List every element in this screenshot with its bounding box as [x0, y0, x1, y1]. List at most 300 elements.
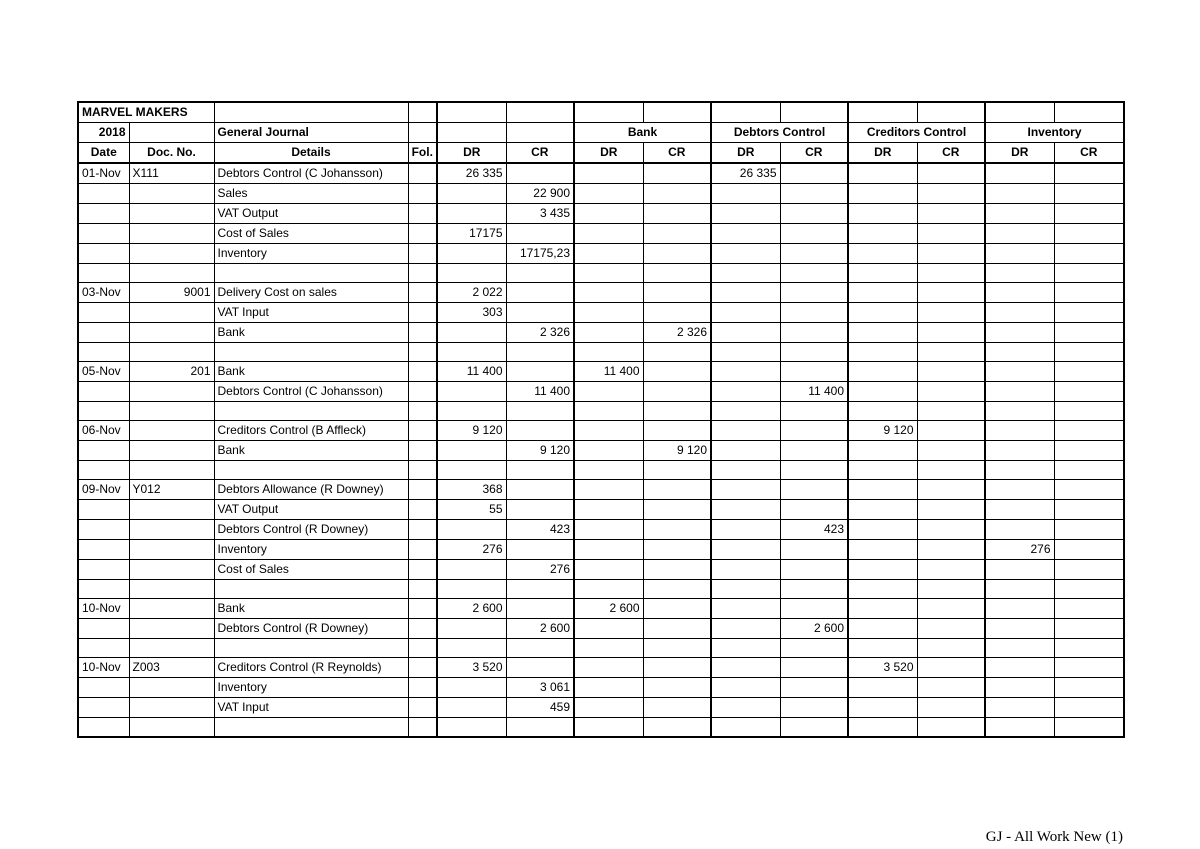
cell-creditors-cr	[917, 560, 985, 580]
cell-journal-dr	[437, 184, 506, 204]
cell-creditors-dr	[848, 303, 917, 323]
cell-date	[78, 619, 129, 639]
header-debtors-cr: CR	[780, 143, 848, 164]
cell-bank-cr	[643, 639, 711, 658]
header-creditors-dr: DR	[848, 143, 917, 164]
cell-debtors-cr	[780, 303, 848, 323]
cell-debtors-dr	[711, 441, 780, 461]
cell-debtors-dr	[711, 204, 780, 224]
cell-creditors-cr	[917, 639, 985, 658]
cell-details: Bank	[214, 441, 408, 461]
column-header-row	[78, 143, 1124, 164]
cell-date	[78, 639, 129, 658]
cell-inventory-dr	[985, 480, 1054, 500]
cell-details: Debtors Control (C Johansson)	[214, 382, 408, 402]
cell-creditors-dr	[848, 264, 917, 283]
table-row	[78, 599, 1124, 619]
cell-inventory-cr	[1054, 184, 1124, 204]
cell-details: Bank	[214, 323, 408, 343]
cell-debtors-cr: 2 600	[780, 619, 848, 639]
cell-fol	[408, 580, 437, 599]
cell-journal-cr	[506, 224, 574, 244]
cell-date: 06-Nov	[78, 421, 129, 441]
cell-date: 03-Nov	[78, 283, 129, 303]
cell-inventory-cr	[1054, 639, 1124, 658]
cell-journal-dr: 303	[437, 303, 506, 323]
cell-journal-cr: 11 400	[506, 382, 574, 402]
cell-bank-cr: 2 326	[643, 323, 711, 343]
cell-date: 05-Nov	[78, 362, 129, 382]
cell-bank-dr: 11 400	[574, 362, 643, 382]
cell-fol	[408, 283, 437, 303]
cell-bank-dr	[574, 421, 643, 441]
cell-doc-no: Z003	[129, 658, 214, 678]
cell-debtors-cr	[780, 362, 848, 382]
cell-debtors-cr	[780, 560, 848, 580]
cell-fol	[408, 619, 437, 639]
table-row	[78, 619, 1124, 639]
cell-creditors-dr	[848, 163, 917, 184]
cell-inventory-dr	[985, 382, 1054, 402]
cell-bank-cr	[643, 362, 711, 382]
cell-date	[78, 718, 129, 737]
cell-creditors-dr	[848, 500, 917, 520]
cell-bank-cr	[643, 421, 711, 441]
cell-debtors-dr	[711, 500, 780, 520]
cell-creditors-cr	[917, 599, 985, 619]
cell-details: Cost of Sales	[214, 560, 408, 580]
cell-journal-cr: 2 326	[506, 323, 574, 343]
cell-debtors-cr	[780, 224, 848, 244]
cell-inventory-cr	[1054, 461, 1124, 480]
cell-bank-dr	[574, 224, 643, 244]
cell-journal-cr	[506, 599, 574, 619]
cell-details	[214, 639, 408, 658]
cell-bank-cr	[643, 560, 711, 580]
cell-bank-cr	[643, 599, 711, 619]
cell-date	[78, 500, 129, 520]
header-creditors-cr: CR	[917, 143, 985, 164]
cell-journal-dr: 11 400	[437, 362, 506, 382]
table-row	[78, 560, 1124, 580]
cell-inventory-cr	[1054, 323, 1124, 343]
cell-journal-dr	[437, 698, 506, 718]
header-bank-dr: DR	[574, 143, 643, 164]
header-journal-cr: CR	[506, 143, 574, 164]
cell-details	[214, 461, 408, 480]
cell-inventory-dr	[985, 204, 1054, 224]
cell-creditors-cr	[917, 500, 985, 520]
cell-bank-dr	[574, 658, 643, 678]
cell-journal-dr: 17175	[437, 224, 506, 244]
cell-debtors-dr	[711, 678, 780, 698]
cell-bank-cr	[643, 402, 711, 421]
cell-creditors-cr	[917, 402, 985, 421]
table-row	[78, 639, 1124, 658]
cell-fol	[408, 343, 437, 362]
cell-journal-cr: 17175,23	[506, 244, 574, 264]
cell-creditors-cr	[917, 461, 985, 480]
table-row	[78, 362, 1124, 382]
company-row	[78, 102, 1124, 123]
cell-debtors-cr	[780, 244, 848, 264]
table-row	[78, 520, 1124, 540]
cell-doc-no	[129, 441, 214, 461]
cell-debtors-cr	[780, 461, 848, 480]
company-name: MARVEL MAKERS	[78, 102, 214, 123]
cell-bank-cr	[643, 184, 711, 204]
cell-journal-dr: 2 600	[437, 599, 506, 619]
cell-debtors-dr	[711, 184, 780, 204]
year-label: 2018	[78, 123, 129, 143]
cell-date	[78, 382, 129, 402]
cell-details: Inventory	[214, 540, 408, 560]
cell-fol	[408, 639, 437, 658]
table-row	[78, 264, 1124, 283]
cell-details	[214, 580, 408, 599]
cell-debtors-cr	[780, 323, 848, 343]
cell-inventory-cr	[1054, 580, 1124, 599]
cell-date	[78, 402, 129, 421]
cell-date: 01-Nov	[78, 163, 129, 184]
cell-inventory-cr	[1054, 303, 1124, 323]
cell-date	[78, 540, 129, 560]
cell-journal-cr	[506, 540, 574, 560]
cell-debtors-dr	[711, 343, 780, 362]
cell-inventory-dr	[985, 658, 1054, 678]
cell-doc-no	[129, 184, 214, 204]
cell-bank-dr	[574, 343, 643, 362]
cell-creditors-dr	[848, 480, 917, 500]
cell-inventory-dr	[985, 283, 1054, 303]
cell-debtors-cr: 11 400	[780, 382, 848, 402]
cell-fol	[408, 224, 437, 244]
footer-label: GJ - All Work New (1)	[985, 829, 1123, 845]
cell-details: Debtors Allowance (R Downey)	[214, 480, 408, 500]
cell-inventory-dr	[985, 520, 1054, 540]
cell-bank-cr	[643, 500, 711, 520]
cell-bank-dr	[574, 264, 643, 283]
cell-bank-cr	[643, 264, 711, 283]
table-row	[78, 163, 1124, 184]
cell-creditors-cr	[917, 303, 985, 323]
cell-creditors-dr	[848, 678, 917, 698]
cell-inventory-cr	[1054, 283, 1124, 303]
header-debtors-dr: DR	[711, 143, 780, 164]
cell-doc-no	[129, 639, 214, 658]
cell-journal-cr: 9 120	[506, 441, 574, 461]
cell-bank-dr	[574, 580, 643, 599]
cell-journal-dr: 2 022	[437, 283, 506, 303]
cell-creditors-cr	[917, 264, 985, 283]
cell-bank-dr	[574, 698, 643, 718]
cell-bank-cr	[643, 698, 711, 718]
cell-debtors-cr	[780, 500, 848, 520]
cell-bank-dr	[574, 402, 643, 421]
cell-debtors-cr	[780, 480, 848, 500]
cell-inventory-cr	[1054, 163, 1124, 184]
cell-creditors-dr	[848, 402, 917, 421]
cell-journal-dr	[437, 323, 506, 343]
cell-inventory-cr	[1054, 520, 1124, 540]
cell-date	[78, 461, 129, 480]
cell-inventory-cr	[1054, 343, 1124, 362]
cell-bank-cr	[643, 224, 711, 244]
cell-creditors-dr: 3 520	[848, 658, 917, 678]
cell-debtors-dr	[711, 303, 780, 323]
cell-debtors-cr	[780, 599, 848, 619]
cell-creditors-cr	[917, 441, 985, 461]
table-row	[78, 244, 1124, 264]
cell-fol	[408, 480, 437, 500]
cell-bank-dr	[574, 718, 643, 737]
cell-inventory-dr	[985, 441, 1054, 461]
cell-creditors-cr	[917, 698, 985, 718]
cell-inventory-dr	[985, 362, 1054, 382]
cell-date	[78, 678, 129, 698]
cell-journal-dr	[437, 264, 506, 283]
cell-creditors-cr	[917, 382, 985, 402]
cell-bank-cr	[643, 658, 711, 678]
header-details: Details	[214, 143, 408, 164]
cell-bank-cr	[643, 540, 711, 560]
cell-debtors-dr	[711, 224, 780, 244]
cell-creditors-dr	[848, 441, 917, 461]
table-row	[78, 500, 1124, 520]
cell-fol	[408, 698, 437, 718]
cell-journal-dr	[437, 461, 506, 480]
cell-inventory-dr	[985, 244, 1054, 264]
cell-doc-no	[129, 343, 214, 362]
cell-details	[214, 264, 408, 283]
cell-debtors-dr	[711, 480, 780, 500]
table-row	[78, 480, 1124, 500]
cell-debtors-cr	[780, 204, 848, 224]
cell-doc-no	[129, 718, 214, 737]
cell-bank-cr	[643, 244, 711, 264]
cell-fol	[408, 540, 437, 560]
cell-inventory-cr	[1054, 480, 1124, 500]
cell-debtors-dr	[711, 283, 780, 303]
table-row	[78, 441, 1124, 461]
cell-creditors-dr	[848, 343, 917, 362]
cell-doc-no	[129, 244, 214, 264]
cell-doc-no	[129, 698, 214, 718]
cell-debtors-cr	[780, 540, 848, 560]
cell-fol	[408, 382, 437, 402]
journal-title: General Journal	[214, 123, 408, 143]
cell-debtors-dr	[711, 580, 780, 599]
cell-inventory-dr	[985, 343, 1054, 362]
cell-fol	[408, 163, 437, 184]
cell-journal-dr: 368	[437, 480, 506, 500]
cell-journal-dr	[437, 718, 506, 737]
cell-debtors-cr	[780, 163, 848, 184]
cell-creditors-cr	[917, 224, 985, 244]
cell-creditors-dr	[848, 382, 917, 402]
cell-inventory-cr	[1054, 698, 1124, 718]
cell-inventory-cr	[1054, 362, 1124, 382]
table-row	[78, 184, 1124, 204]
cell-debtors-dr	[711, 264, 780, 283]
cell-journal-dr	[437, 382, 506, 402]
cell-journal-dr	[437, 619, 506, 639]
cell-journal-cr	[506, 461, 574, 480]
cell-fol	[408, 461, 437, 480]
cell-creditors-dr	[848, 639, 917, 658]
cell-inventory-dr	[985, 402, 1054, 421]
cell-fol	[408, 560, 437, 580]
table-row	[78, 461, 1124, 480]
cell-inventory-dr	[985, 303, 1054, 323]
cell-bank-dr	[574, 184, 643, 204]
cell-doc-no	[129, 520, 214, 540]
cell-debtors-cr	[780, 283, 848, 303]
cell-date	[78, 580, 129, 599]
group-creditors-control: Creditors Control	[848, 123, 985, 143]
header-inventory-cr: CR	[1054, 143, 1124, 164]
cell-doc-no	[129, 678, 214, 698]
cell-details: Sales	[214, 184, 408, 204]
cell-journal-dr: 55	[437, 500, 506, 520]
cell-creditors-cr	[917, 540, 985, 560]
cell-journal-cr	[506, 639, 574, 658]
cell-bank-dr	[574, 323, 643, 343]
cell-bank-dr	[574, 303, 643, 323]
cell-fol	[408, 402, 437, 421]
cell-doc-no: Y012	[129, 480, 214, 500]
cell-bank-cr	[643, 678, 711, 698]
cell-creditors-dr	[848, 698, 917, 718]
cell-bank-cr	[643, 461, 711, 480]
table-row	[78, 224, 1124, 244]
cell-doc-no	[129, 500, 214, 520]
table-row	[78, 402, 1124, 421]
cell-journal-dr: 3 520	[437, 658, 506, 678]
cell-doc-no	[129, 402, 214, 421]
cell-journal-dr: 276	[437, 540, 506, 560]
cell-doc-no	[129, 224, 214, 244]
cell-inventory-dr	[985, 639, 1054, 658]
cell-details: Bank	[214, 362, 408, 382]
cell-bank-dr	[574, 520, 643, 540]
cell-doc-no	[129, 323, 214, 343]
cell-details: Debtors Control (R Downey)	[214, 520, 408, 540]
cell-creditors-cr	[917, 362, 985, 382]
cell-creditors-cr	[917, 658, 985, 678]
cell-date	[78, 184, 129, 204]
cell-details: Creditors Control (B Affleck)	[214, 421, 408, 441]
cell-doc-no	[129, 540, 214, 560]
cell-date: 09-Nov	[78, 480, 129, 500]
cell-creditors-dr: 9 120	[848, 421, 917, 441]
cell-bank-dr	[574, 283, 643, 303]
cell-bank-dr	[574, 382, 643, 402]
cell-doc-no	[129, 382, 214, 402]
cell-details: Creditors Control (R Reynolds)	[214, 658, 408, 678]
cell-debtors-dr	[711, 520, 780, 540]
cell-bank-cr	[643, 163, 711, 184]
cell-bank-cr	[643, 580, 711, 599]
cell-inventory-cr	[1054, 402, 1124, 421]
cell-inventory-dr	[985, 718, 1054, 737]
cell-inventory-dr: 276	[985, 540, 1054, 560]
cell-bank-dr: 2 600	[574, 599, 643, 619]
group-bank: Bank	[574, 123, 711, 143]
cell-doc-no	[129, 599, 214, 619]
cell-journal-dr: 26 335	[437, 163, 506, 184]
header-fol: Fol.	[408, 143, 437, 164]
cell-journal-dr	[437, 580, 506, 599]
cell-debtors-dr	[711, 402, 780, 421]
cell-creditors-dr	[848, 718, 917, 737]
cell-creditors-dr	[848, 520, 917, 540]
cell-date	[78, 520, 129, 540]
table-row	[78, 303, 1124, 323]
general-journal-table	[77, 101, 1125, 738]
cell-inventory-cr	[1054, 244, 1124, 264]
cell-bank-dr	[574, 619, 643, 639]
cell-inventory-dr	[985, 421, 1054, 441]
cell-debtors-dr	[711, 540, 780, 560]
cell-inventory-cr	[1054, 658, 1124, 678]
cell-inventory-cr	[1054, 500, 1124, 520]
cell-journal-dr	[437, 678, 506, 698]
cell-journal-cr	[506, 480, 574, 500]
cell-details	[214, 402, 408, 421]
cell-inventory-cr	[1054, 224, 1124, 244]
cell-debtors-dr	[711, 718, 780, 737]
cell-debtors-dr	[711, 639, 780, 658]
cell-doc-no: X111	[129, 163, 214, 184]
cell-details: Inventory	[214, 678, 408, 698]
cell-fol	[408, 658, 437, 678]
cell-journal-dr	[437, 560, 506, 580]
cell-creditors-dr	[848, 599, 917, 619]
cell-debtors-cr	[780, 580, 848, 599]
cell-doc-no	[129, 264, 214, 283]
group-debtors-control: Debtors Control	[711, 123, 848, 143]
cell-creditors-cr	[917, 204, 985, 224]
cell-details: VAT Input	[214, 303, 408, 323]
cell-creditors-cr	[917, 421, 985, 441]
cell-inventory-cr	[1054, 678, 1124, 698]
cell-fol	[408, 184, 437, 204]
cell-debtors-dr	[711, 698, 780, 718]
cell-journal-cr	[506, 283, 574, 303]
cell-journal-cr	[506, 580, 574, 599]
cell-inventory-cr	[1054, 441, 1124, 461]
cell-bank-dr	[574, 540, 643, 560]
cell-inventory-cr	[1054, 421, 1124, 441]
cell-doc-no: 9001	[129, 283, 214, 303]
cell-doc-no	[129, 580, 214, 599]
cell-bank-dr	[574, 163, 643, 184]
cell-journal-cr	[506, 500, 574, 520]
cell-journal-cr: 3 435	[506, 204, 574, 224]
cell-inventory-dr	[985, 619, 1054, 639]
cell-date	[78, 264, 129, 283]
cell-details: Debtors Control (C Johansson)	[214, 163, 408, 184]
cell-date	[78, 303, 129, 323]
cell-details: Cost of Sales	[214, 224, 408, 244]
cell-details	[214, 343, 408, 362]
cell-fol	[408, 244, 437, 264]
cell-bank-cr	[643, 480, 711, 500]
cell-journal-cr: 276	[506, 560, 574, 580]
table-row	[78, 540, 1124, 560]
cell-doc-no	[129, 461, 214, 480]
